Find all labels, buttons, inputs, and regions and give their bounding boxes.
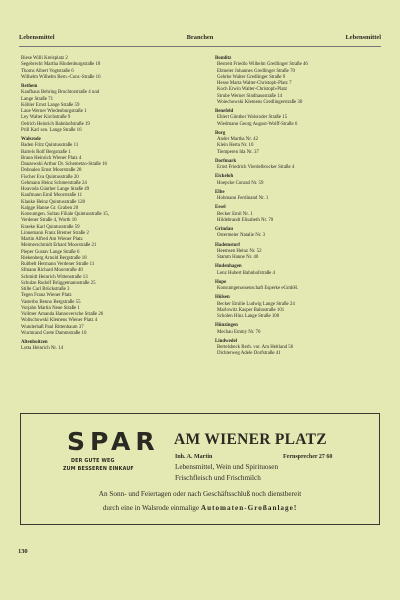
directory-entry: Klauke Heinz Quintusstraße 128 [21,199,85,205]
directory-entry: Rubbelt Hermann Verdener Straße 11 [21,262,95,267]
town-heading: Eickeloh [215,174,234,180]
directory-entry: Dichterweg Adele Dorfstraße 41 [217,351,281,357]
town-heading: Benefeld [215,109,234,114]
right-column [215,56,387,358]
directory-entry: Baden Fritz Quintusstraße 11 [21,143,79,149]
directory-entry: Ernst Friedrich Vierdelbrocker Straße 4 [217,165,295,170]
spar-advertisement [20,413,380,525]
town-heading: Hülsen [215,295,230,301]
directory-entry: Pieper Gustav Lange Straße 6 [21,249,80,255]
directory-entry: Tegen Franz Wiener Platz [21,293,72,299]
directory-entry: Wilhelm Wilhelm Bern.-Conr.-Straße 16 [21,74,101,80]
town-heading: Borg [215,130,226,136]
directory-entry: Kraeke Karl Quintusstraße 59 [21,224,80,230]
directory-entry: Danzewski Arthur Dr. Schemetzo-Straße 16 [21,162,107,167]
directory-entry: Ostermeier Natalie Nr. 3 [217,233,266,239]
directory-entry: Woiechowski Klemens Gredlingerstraße 30 [217,99,303,105]
town-heading: Hademstorf [215,242,240,248]
directory-entry: Hoepcke Conrad Nr. 59 [217,180,264,186]
header-center: Branchen [186,34,214,41]
store-phone: Fernsprecher 27 60 [283,454,333,460]
directory-entry: Tiemperen Ida Nr. 37 [217,149,259,155]
spar-tagline-1: DER GUTE WEG [71,459,115,464]
directory-entry: Koch Erwin Walter-Christoph-Platz [217,87,288,93]
directory-entry: Lenz Hubert Bahnhofstraße 4 [217,270,275,276]
directory-entry: Kaufmann Emil Moorstraße 11 [21,193,83,199]
store-products-line-2: Frischfleisch und Frischmilch [175,474,261,482]
directory-entry: Strube Werner Sindhausstraße 14 [217,93,283,99]
directory-entry: Wunderhaß Paul Rittenbaum 37 [21,324,84,330]
directory-entry: Fischer Eva Quintusstraße 20 [21,174,79,180]
directory-entry: Riekenberg Arnold Bergstraße 18 [21,255,87,261]
directory-entry: Becker Emil Nr. 1 [217,211,253,217]
directory-entry: Klein Herta Nr. 10 [217,143,254,149]
directory-entry: Mechau Emmy Nr. 70 [217,329,261,335]
directory-entry: Bartels Rolf Bergstraße 1 [21,149,71,155]
directory-entry: Wurmrand Grete Dammstraße 10 [21,330,87,336]
header-left: Lebensmittel [19,34,55,41]
directory-entry: Gehmann Heinz Schmerstraße 24 [21,180,87,186]
directory-entry: Lotta Heinrich Nr. 14 [21,346,64,352]
directory-entry: Schulze Rudolf Brüggemannstraße 25 [21,280,96,286]
store-note-2-emphasis: Automaten-Großanlage! [200,504,298,512]
directory-entry: Dohnaleo Ernst Moorstraße 28 [21,168,82,174]
town-heading: Lindwedel [215,338,238,344]
directory-entry: Ehlert Günther Walsroder Straße 15 [217,115,288,121]
directory-entry: Stamm Hanne Nr. 40 [217,255,259,260]
directory-entry: Hohmann Ferdinand Nr. 1 [217,196,269,201]
store-note-2-prefix: durch eine in Walsrode einmalige [102,504,200,512]
page-number: 130 [18,548,28,555]
directory-entry: Vorjahn Martin Neue Straße 1 [21,305,80,311]
town-heading: Altenboitzen [21,340,48,345]
store-products-line-1: Lebensmittel, Wein und Spirituosen [175,463,279,471]
directory-entry: Biese Willi Kreisplatz 2 [21,56,68,61]
town-heading: Walsrode [21,137,41,142]
directory-entry: Linnemann Franz Bremer Straße 2 [21,230,89,236]
left-column [21,56,193,353]
directory-entry: Marlowitz Kasper Bahnstraße 101 [217,307,285,313]
directory-entry: Kaufhaus Behring Bruchtorstraße 4 und [21,90,100,96]
directory-entry: Sfmann Richard Moorstraße 40 [21,268,83,274]
town-heading: Essel [215,205,226,211]
page-header [19,34,381,46]
directory-entry: Köhler Ernst Lange Straße 59 [21,102,80,108]
directory-entry: Oelrich Heinrich Bahnhofstraße 19 [21,121,90,127]
town-heading: Hünzingen [215,323,238,329]
directory-entry: Scholen Hinz Lange Straße 100 [217,314,280,319]
directory-entry: Hesse Marta Walter-Christoph-Platz 7 [217,81,292,86]
directory-entry: Konsumgenossenschaft Esperke eGmbH. [217,286,299,291]
town-heading: Grindau [215,227,233,232]
directory-entry: Segebrecht Martha Hindenburgstraße 18 [21,62,101,68]
directory-entry: Becker Emilie Ludwig Lange Straße 24 [217,301,295,307]
directory-entry: Lange Straße 71 [21,96,54,102]
directory-entry: Bestreit Friedlo Wilhelm Gredlinger Straße 46 [217,62,308,68]
directory-entry: Prill Karl sen. Lange Straße 16 [21,127,82,133]
directory-entry: Konsumgen. Soltau Filiale Quintusstraße 15, [21,212,110,217]
store-owner: Inh. A. Martin [175,454,213,460]
town-heading: Hope [215,279,227,285]
directory-entry: Hildebrandt Elisabeth Nr. 70 [217,217,274,223]
town-heading: Rethem [21,84,38,89]
spar-tagline-2: ZUM BESSEREN EINKAUF [63,467,134,472]
town-heading: Hudenhagen [215,264,242,270]
directory-entry: Ley Walter Kirchstraße 9 [21,115,71,121]
directory-entry: Heemsen Heinz Nr. 52 [217,248,262,254]
spar-logo: SPAR [67,427,160,456]
store-note-1: An Sonn- und Feiertagen oder nach Geschäftsschluß noch dienstbereit [98,490,302,498]
directory-entry: Vasterbo Benno Bergstraße 55 [21,299,81,305]
directory-entry: Vollmer Amanda Hannoversche Straße 26 [21,312,104,317]
directory-entry: Bertelsbeck Berb. vor. Am Heitland 56 [217,345,294,350]
directory-entry: Meimerschmidt Erhard Moorstraße 21 [21,243,97,249]
directory-entry: Kalgge Hanne Gr. Graben 20 [21,205,79,211]
directory-entry: Braun Heinrich Wiener Platz 4 [21,155,82,161]
town-heading: Bomlitz [215,56,232,61]
store-name: AM WIENER PLATZ [174,431,327,448]
directory-entry: Hoavoda Günther Lange Straße 49 [21,187,90,192]
header-rule [19,46,381,47]
directory-entry: Schmidt Heinrich Wittenstraße 13 [21,274,88,280]
directory-entry: Laue Werner Wiedenburgstraße 1 [21,109,87,114]
directory-entry: Martin Alfred Am Wiener Platz [21,237,83,242]
town-heading: Dorfmark [215,158,237,164]
directory-entry: Gehrke Walter Gredlinger Straße 9 [217,74,286,80]
directory-entry: Wiedmann Georg August-Wolff-Straße 6 [217,121,298,127]
header-right: Lebensmittel [345,34,381,41]
town-heading: Elbe [215,189,225,195]
directory-entry: Verdener Straße 4, Worth 10 [21,218,77,224]
directory-entry: Woltschowski Klemens Wiener Platz 4 [21,318,98,324]
directory-entry: Ander Martha Nr. 42 [217,137,259,142]
directory-entry: Stille Carl Brückstraße 3 [21,287,70,292]
directory-entry: Ebmeier Johannes Gredlinger Straße 70 [217,68,295,74]
store-note-2 [21,504,379,512]
directory-entry: Thoms Albert Vogtstraße 6 [21,68,74,74]
